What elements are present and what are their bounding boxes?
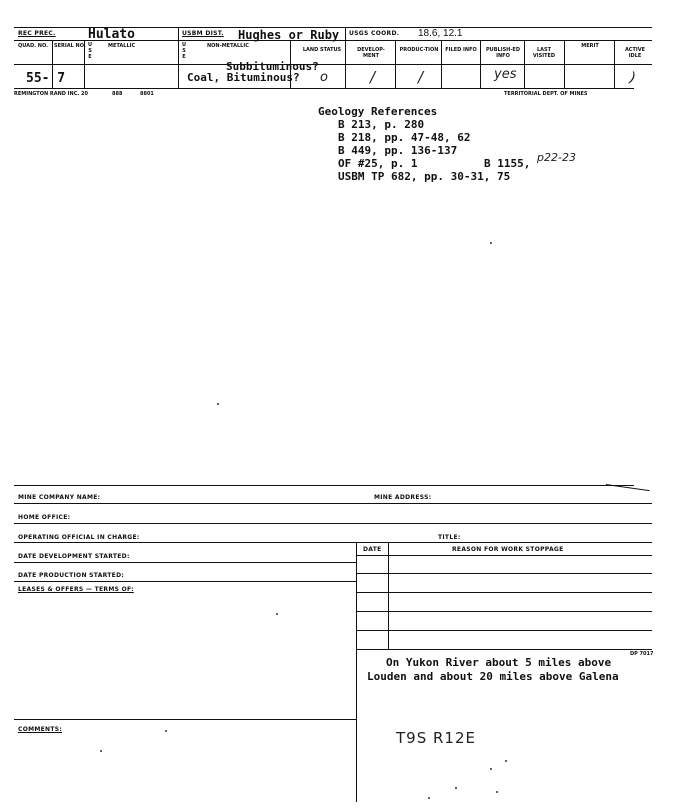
quad-serial-value: 55- 7 <box>26 71 66 86</box>
geology-ref: B 449, pp. 136-137 <box>338 144 458 157</box>
divider <box>441 40 442 88</box>
rule <box>14 719 356 720</box>
last-visited-header: LAST VISITED <box>532 47 556 59</box>
usgs-coord-value: 18.6, 12.1 <box>418 28 463 39</box>
row-bottom-rule <box>14 88 634 89</box>
divider <box>614 40 615 88</box>
location-line-2: Louden and about 20 miles above Galena <box>367 670 619 683</box>
rule <box>356 611 652 612</box>
production-value: / <box>418 68 424 86</box>
form-code-1: 888 <box>112 91 123 97</box>
divider <box>480 40 481 88</box>
operating-official-label: OPERATING OFFICIAL IN CHARGE: <box>18 534 140 541</box>
leases-label: LEASES & OFFERS — TERMS OF: <box>18 586 134 593</box>
divider <box>524 40 525 88</box>
active-idle-value: ) <box>628 69 637 87</box>
land-status-header: LAND STATUS <box>302 47 342 53</box>
geology-references <box>318 105 510 183</box>
rule <box>356 630 652 631</box>
location-line-1: On Yukon River about 5 miles above <box>386 656 612 669</box>
production-header: PRODUC-TION <box>399 47 439 53</box>
speck <box>217 403 219 405</box>
development-value: / <box>370 68 376 86</box>
township-range: T9S R12E <box>396 729 476 747</box>
geology-ref: B 218, pp. 47-48, 62 <box>338 131 471 144</box>
divider <box>388 542 389 650</box>
merit-header: MERIT <box>581 43 599 49</box>
speck <box>505 760 507 762</box>
geology-ref: USBM TP 682, pp. 30-31, 75 <box>338 170 511 183</box>
active-idle-header: ACTIVE IDLE <box>624 47 646 59</box>
lower-top-rule <box>14 485 634 486</box>
rule <box>356 555 652 556</box>
usbm-dist-value: Hughes or Ruby <box>238 28 340 42</box>
divider <box>345 27 346 88</box>
column-header-rule <box>14 64 652 65</box>
usgs-coord-label: USGS COORD. <box>349 30 400 37</box>
mine-company-name-label: MINE COMPANY NAME: <box>18 494 101 501</box>
divider <box>178 27 179 88</box>
non-metallic-line2: Coal, Bituminous? <box>187 71 300 84</box>
use-letters-2: U S E <box>181 42 187 60</box>
rule <box>14 562 356 563</box>
speck <box>428 797 430 799</box>
divider <box>564 40 565 88</box>
rule <box>14 581 356 582</box>
rule <box>14 503 652 504</box>
metallic-header: METALLIC <box>108 43 136 49</box>
rec-prec-label: REC PREC. <box>18 30 56 37</box>
comments-label: COMMENTS: <box>18 726 63 733</box>
reason-header: REASON FOR WORK STOPPAGE <box>452 546 564 553</box>
use-letters: U S E <box>87 42 93 60</box>
divider <box>395 40 396 88</box>
development-header: DEVELOP-MENT <box>357 47 385 59</box>
geology-extra-ref: B 1155, <box>484 157 531 170</box>
serial-no-header: SERIAL NO. <box>54 43 86 49</box>
form-code-dp: DP 7017 <box>630 651 654 657</box>
speck <box>490 768 492 770</box>
non-metallic-header: NON-METALLIC <box>207 43 249 49</box>
divider <box>356 542 357 802</box>
speck <box>455 787 457 789</box>
geology-title: Geology References <box>318 105 438 118</box>
printer-mark: REMINGTON RAND INC. 20 <box>14 91 88 97</box>
rule <box>14 523 652 524</box>
territorial-dept: TERRITORIAL DEPT. OF MINES <box>504 91 588 97</box>
title-label: TITLE: <box>438 534 461 541</box>
land-status-value: o <box>320 70 328 85</box>
rule <box>356 649 652 650</box>
rule <box>356 592 652 593</box>
rule <box>356 573 652 574</box>
rule <box>14 542 652 543</box>
published-info-header: PUBLISH-ED INFO <box>485 47 520 59</box>
rec-prec-value: Hulato <box>88 27 135 42</box>
date-header: DATE <box>363 546 382 553</box>
quad-no-header: QUAD. NO. <box>17 43 49 49</box>
speck <box>100 750 102 752</box>
filed-info-header: FILED INFO <box>445 47 477 53</box>
speck <box>276 613 278 615</box>
date-production-started-label: DATE PRODUCTION STARTED: <box>18 572 125 579</box>
usbm-dist-label: USBM DIST. <box>182 30 224 37</box>
torn-edge <box>604 484 649 501</box>
published-info-value: yes <box>494 67 517 82</box>
form-code-2: 8801 <box>140 91 154 97</box>
non-metallic-line1: Subbituminous? <box>226 60 319 73</box>
date-development-started-label: DATE DEVELOPMENT STARTED: <box>18 553 130 560</box>
home-office-label: HOME OFFICE: <box>18 514 71 521</box>
geology-ref: OF #25, p. 1 <box>338 157 418 170</box>
speck <box>496 791 498 793</box>
mine-address-label: MINE ADDRESS: <box>374 494 432 501</box>
speck <box>165 730 167 732</box>
geology-ref: B 213, p. 280 <box>338 118 425 131</box>
geology-extra-ref-hand: p22-23 <box>537 151 576 164</box>
speck <box>490 242 492 244</box>
